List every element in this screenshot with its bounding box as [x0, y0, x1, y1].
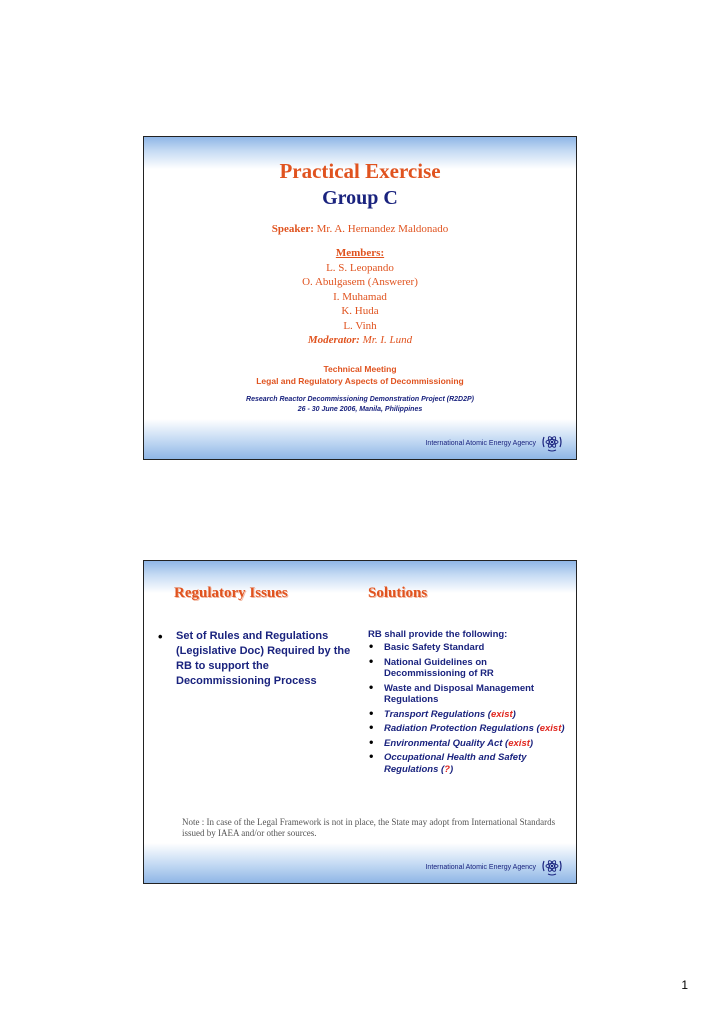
bullet-icon: •	[369, 720, 374, 734]
solutions-heading: Solutions	[368, 585, 428, 601]
page-number: 1	[681, 978, 688, 992]
footer-agency: International Atomic Energy Agency	[425, 864, 536, 871]
project-line-1: Research Reactor Decommissioning Demonstration Project (R2D2P)	[246, 396, 474, 403]
moderator-label: Moderator:	[307, 334, 360, 346]
list-item	[368, 639, 568, 654]
iaea-logo-icon	[540, 855, 564, 877]
list-item	[368, 705, 568, 721]
slide-footer-band	[144, 843, 576, 883]
member-item: L. Vinh	[343, 319, 377, 332]
solution-text: Waste and Disposal Management Regulations	[384, 682, 535, 705]
solutions-list-block	[368, 629, 568, 778]
solution-text-end: )	[449, 763, 454, 775]
meeting-line-2: Legal and Regulatory Aspects of Decommissioning	[256, 376, 464, 386]
status-badge: exist	[539, 723, 562, 734]
bullet-icon: •	[369, 749, 374, 763]
member-item: K. Huda	[341, 305, 379, 317]
meeting-line-1: Technical Meeting	[323, 364, 397, 374]
issue-bullet	[158, 629, 358, 689]
list-item	[368, 679, 568, 706]
speaker-name: Mr. A. Hernandez Maldonado	[316, 223, 449, 235]
slide-title-text: Practical Exercise	[279, 159, 441, 183]
slide-footer-band	[144, 419, 576, 459]
member-item: L. S. Leopando	[326, 261, 394, 274]
bullet-icon: •	[369, 653, 374, 668]
solution-text: Basic Safety Standard	[384, 642, 485, 653]
list-item	[368, 653, 568, 680]
project-info	[144, 395, 576, 415]
moderator-line	[144, 333, 576, 348]
meeting-info	[144, 363, 576, 387]
solution-text: Occupational Health and Safety Regulations (	[384, 752, 527, 775]
slide-subtitle: Group C	[322, 187, 398, 209]
bullet-icon: •	[158, 629, 163, 644]
footnote: Note : In case of the Legal Framework is not in place, the State may adopt from International Standards issued by IAEA and/or other sources.	[182, 817, 556, 838]
iaea-logo-icon	[540, 431, 564, 453]
speaker-label: Speaker:	[271, 223, 314, 235]
issues-heading: Regulatory Issues	[174, 585, 288, 601]
solutions-list	[368, 639, 568, 775]
solution-text: Transport Regulations (	[384, 708, 491, 720]
moderator-name: Mr. I. Lund	[362, 334, 413, 346]
issue-text: Set of Rules and Regulations (Legislative Doc) Required by the RB to support the Decommissioning Process	[176, 630, 351, 687]
member-item: O. Abulgasem (Answerer)	[302, 276, 418, 288]
members-block	[144, 246, 576, 348]
solution-text: Environmental Quality Act (	[384, 737, 509, 749]
speaker-line	[144, 223, 576, 235]
solution-text-end: )	[512, 708, 516, 720]
solution-text-end: )	[529, 737, 534, 749]
project-line-2: 26 - 30 June 2006, Manila, Philippines	[297, 406, 423, 413]
status-badge: exist	[490, 708, 513, 720]
status-badge: exist	[508, 737, 530, 749]
slide-regulatory	[143, 560, 577, 884]
solutions-intro: RB shall provide the following:	[368, 629, 508, 640]
footer-agency: International Atomic Energy Agency	[425, 440, 536, 447]
members-header: Members:	[335, 247, 385, 259]
member-item: I. Muhamad	[333, 290, 387, 303]
solution-text: National Guidelines on Decommissioning of RR	[384, 656, 494, 679]
status-badge: ?	[444, 763, 450, 775]
bullet-icon: •	[369, 705, 374, 720]
list-item	[368, 749, 568, 775]
bullet-icon: •	[369, 734, 374, 749]
solution-text: Radiation Protection Regulations (	[384, 723, 540, 734]
slide-title	[143, 136, 577, 460]
list-item	[368, 720, 568, 735]
bullet-icon: •	[369, 639, 374, 653]
solution-text-end: )	[561, 723, 565, 734]
bullet-icon: •	[369, 679, 374, 694]
list-item	[368, 734, 568, 750]
